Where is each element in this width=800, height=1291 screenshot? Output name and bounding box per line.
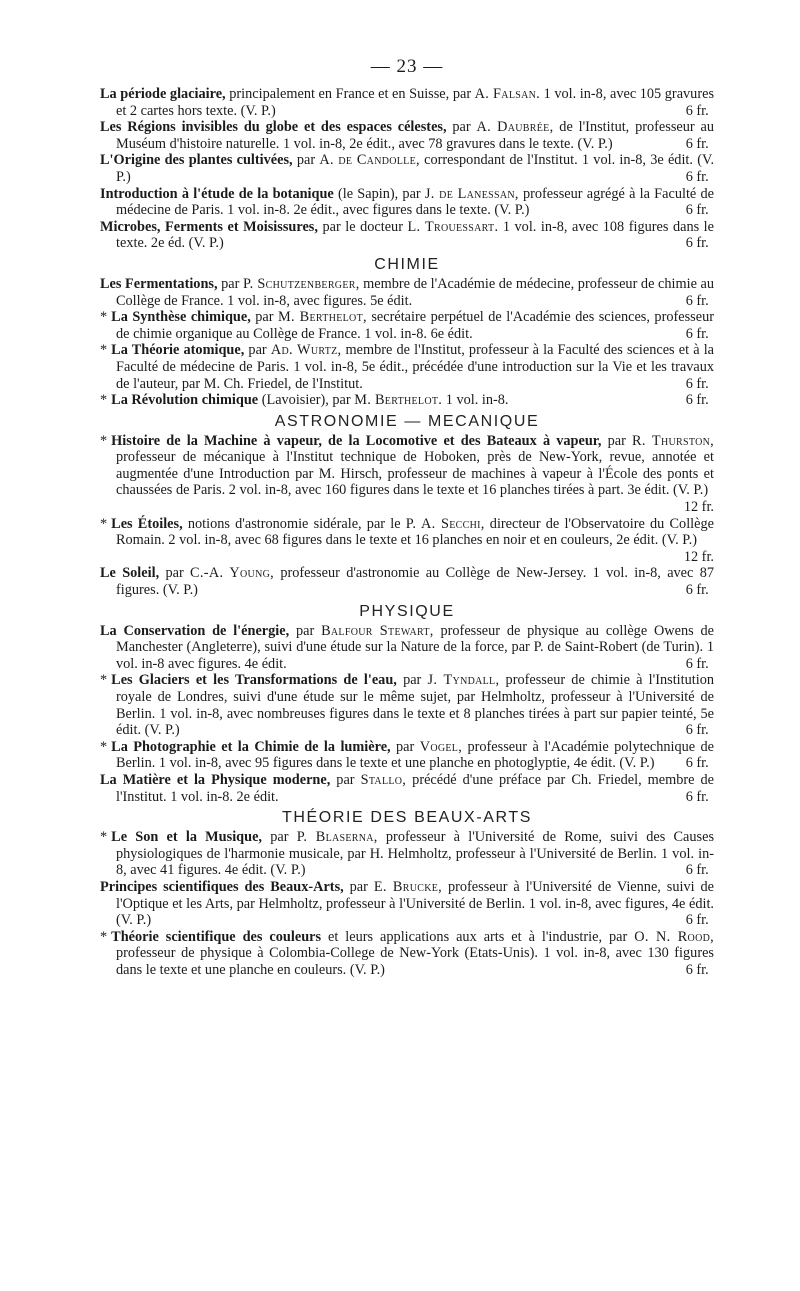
- entry-text: par: [390, 738, 420, 755]
- book-price: 6 fr.: [685, 722, 709, 739]
- catalog-entry: [100, 392, 714, 409]
- entry-text: par: [396, 672, 428, 689]
- entry-text: par: [262, 829, 297, 846]
- asterisk-marker: *: [100, 738, 108, 755]
- catalog-entry: [100, 623, 714, 673]
- asterisk-marker: *: [100, 672, 108, 689]
- catalog-sections: [100, 86, 714, 979]
- entry-text: (le Sapin), par: [333, 185, 425, 202]
- entry-description: secrétaire perpétuel de l'Académie des sciences, professeur de chimie organique au Collège de France. 1 vol. in-8. 6e édit.: [116, 309, 714, 342]
- book-price: 6 fr.: [685, 755, 709, 772]
- catalog-entry: [100, 565, 714, 598]
- entry-description: 1 vol. in-8.: [442, 392, 509, 409]
- book-title: Introduction à l'étude de la botanique: [100, 185, 334, 202]
- book-title: La Photographie et la Chimie de la lumière,: [111, 738, 391, 755]
- book-author: M. Berthelot.: [354, 392, 443, 409]
- entry-description: professeur de chimie à l'Institution royale de Londres, suivi d'une étude sur le même sujet, par Helmholtz, professeur à l'Université de Berlin. 1 vol. in-8, avec nombreuses figures dans le texte et 8 planches tirées à part sur papier teinté, 5e édit. (V. P.): [116, 672, 715, 739]
- entry-description: correspondant de l'Institut. 1 vol. in-8, 3e édit. (V. P.): [116, 152, 715, 185]
- book-price: 6 fr.: [685, 961, 709, 978]
- book-price: 6 fr.: [685, 788, 709, 805]
- book-price: 6 fr.: [685, 202, 709, 219]
- book-title: Les Étoiles,: [111, 515, 183, 532]
- entry-text: par: [244, 342, 271, 359]
- entry-description: professeur d'astronomie au Collège de New-Jersey. 1 vol. in-8, avec 87 figures. (V. P.): [116, 565, 714, 599]
- asterisk-marker: *: [100, 342, 108, 359]
- page-number: — 23 —: [370, 56, 444, 77]
- entry-description: professeur de physique au collège Owens de Manchester (Angleterre), suivi d'une étude sur la Nature de la force, par P. de Saint-Robert (de Turin). 1 vol. in-8 avec figures. 4e édit.: [116, 622, 714, 672]
- book-author: P. Schutzenberger,: [243, 275, 360, 292]
- book-author: Ad. Wurtz,: [270, 342, 342, 359]
- book-title: Histoire de la Machine à vapeur, de la Locomotive et des Bateaux à vapeur,: [111, 432, 602, 449]
- book-author: P. A. Secchi,: [405, 515, 485, 532]
- entry-description: professeur à l'Académie polytechnique de Berlin. 1 vol. in-8, avec 95 figures dans le texte et une planche en photoglyptie, 4e édit. (V. P.): [116, 738, 715, 772]
- book-title: Le Soleil,: [100, 565, 160, 582]
- entry-description: professeur de mécanique à l'Institut technique de Hoboken, près de New-York, revue, annotée et augmentée d'une Introduction par M. Hirsch, professeur de machines à vapeur à l'École des ponts et chaussées de Paris. 2 vol. in-8, avec 160 figures dans le texte et 16 planches tirées à part. 3e édit. (V. P.): [116, 449, 714, 499]
- asterisk-marker: *: [100, 928, 108, 945]
- catalog-entry: [100, 152, 714, 185]
- entry-description: 1 vol. in-8, avec 108 figures dans le texte. 2e éd. (V. P.): [116, 218, 714, 252]
- entry-text: par: [289, 622, 322, 639]
- asterisk-marker: *: [100, 392, 108, 409]
- catalog-entry: [100, 929, 714, 979]
- entry-text: par: [601, 432, 633, 449]
- book-title: La Synthèse chimique,: [111, 309, 251, 326]
- catalog-entry: [100, 829, 714, 879]
- entry-description: précédé d'une préface par Ch. Friedel, membre de l'Institut. 1 vol. in-8. 2e édit.: [116, 771, 715, 805]
- entry-text: par le docteur: [317, 218, 408, 235]
- book-price: 6 fr.: [685, 912, 709, 929]
- book-price: 6 fr.: [685, 375, 709, 392]
- catalog-entry: [100, 86, 714, 119]
- catalog-entry: [100, 672, 714, 738]
- book-price: 6 fr.: [685, 235, 709, 252]
- catalog-entry: [100, 433, 714, 516]
- entry-description: professeur à l'Université de Rome, suivi des Causes physiologiques de l'harmonie musicale, par H. Helmholtz, professeur à l'Université de Berlin. 1 vol. in-8, avec 41 figures. 4e édit. (V. P.): [116, 829, 715, 879]
- book-price: 12 fr.: [683, 548, 714, 565]
- book-price: 6 fr.: [685, 582, 709, 599]
- book-price: 6 fr.: [685, 135, 709, 152]
- book-author: J. Tyndall,: [427, 672, 500, 689]
- book-title: La Révolution chimique: [111, 392, 259, 409]
- book-price: 6 fr.: [685, 325, 709, 342]
- book-author: A. de Candolle,: [319, 152, 420, 169]
- book-author: C.-A. Young,: [190, 565, 274, 582]
- book-title: L'Origine des plantes cultivées,: [100, 152, 293, 169]
- entry-description: membre de l'Académie de médecine, professeur de chimie au Collège de France. 1 vol. in-8, avec figures. 5e édit.: [116, 275, 715, 309]
- asterisk-marker: *: [100, 515, 108, 532]
- entry-description: 1 vol. in-8, avec 105 gravures et 2 cartes hors texte. (V. P.): [116, 86, 715, 119]
- entry-description: membre de l'Institut, professeur à la Faculté des sciences et à la Faculté de médecine de Paris. 1 vol. in-8, 5e édit., précédée d'une introduction sur la Vie et les travaux de l'auteur, par M. Ch. Friedel, de l'Institut.: [116, 342, 715, 392]
- book-title: Les Glaciers et les Transformations de l'eau,: [111, 672, 397, 689]
- catalog-entry: [100, 342, 714, 392]
- book-title: La période glaciaire,: [100, 86, 226, 102]
- asterisk-marker: *: [100, 829, 108, 846]
- entry-text: principalement en France et en Suisse, par: [225, 86, 475, 102]
- book-title: Les Régions invisibles du globe et des espaces célestes,: [100, 119, 447, 136]
- entry-text: et leurs applications aux arts et à l'industrie, par: [321, 928, 635, 945]
- section-title: ASTRONOMIE — MECANIQUE: [274, 412, 540, 430]
- book-title: La Théorie atomique,: [111, 342, 245, 359]
- book-title: Principes scientifiques des Beaux-Arts,: [100, 878, 344, 895]
- catalog-entry: [100, 119, 714, 152]
- book-title: La Matière et la Physique moderne,: [100, 771, 331, 788]
- entry-text: par: [159, 565, 191, 582]
- catalog-entry: [100, 516, 714, 566]
- catalog-entry: [100, 879, 714, 929]
- book-author: P. Blaserna,: [296, 829, 378, 846]
- book-author: E. Brucke,: [373, 878, 443, 895]
- entry-description: professeur de physique à Colombia-College de New-York (Etats-Unis). 1 vol. in-8, avec 130 figures dans le texte et une planche en couleurs. (V. P.): [116, 945, 714, 978]
- book-price: 6 fr.: [685, 392, 709, 409]
- asterisk-marker: *: [100, 309, 108, 326]
- book-price: 6 fr.: [685, 655, 709, 672]
- catalog-entry: [100, 309, 714, 342]
- entry-description: professeur à l'Université de Vienne, suivi de l'Optique et les Arts, par Helmholtz, professeur à l'Université de Berlin. 1 vol. in-8, avec figures, 4e édit. (V. P.): [116, 878, 714, 929]
- book-author: A. Falsan.: [474, 86, 541, 102]
- entry-text: par: [446, 119, 477, 136]
- book-title: Théorie scientifique des couleurs: [111, 928, 322, 945]
- book-price: 12 fr.: [683, 499, 714, 516]
- book-title: Le Son et la Musique,: [111, 829, 262, 846]
- entry-description: professeur agrégé à la Faculté de médecine de Paris. 1 vol. in-8. 2e édit., avec figures dans le texte. (V. P.): [116, 185, 714, 219]
- catalog-entry: [100, 219, 714, 252]
- entry-text: par: [292, 152, 320, 169]
- entry-text: par: [217, 275, 243, 292]
- book-price: 6 fr.: [685, 168, 709, 185]
- book-price: 6 fr.: [685, 292, 709, 309]
- book-author: M. Berthelot,: [278, 309, 367, 326]
- entry-text: par: [250, 309, 279, 326]
- catalog-entry: [100, 772, 714, 805]
- entry-description: de l'Institut, professeur au Muséum d'histoire naturelle. 1 vol. in-8, 2e édit., avec 78 gravures dans le texte. (V. P.): [116, 119, 714, 152]
- book-title: La Conservation de l'énergie,: [100, 622, 290, 639]
- book-author: Balfour Stewart,: [321, 622, 434, 639]
- catalog-entry: [100, 276, 714, 309]
- book-title: Les Fermentations,: [100, 275, 218, 292]
- entry-text: notions d'astronomie sidérale, par le: [182, 515, 406, 532]
- section-title: CHIMIE: [374, 255, 440, 273]
- section-title: THÉORIE DES BEAUX-ARTS: [281, 809, 533, 827]
- book-author: Stallo,: [360, 771, 407, 788]
- catalog-entry: [100, 186, 714, 219]
- book-author: O. N. Rood,: [634, 928, 714, 945]
- book-author: R. Thurston,: [632, 432, 714, 449]
- book-title: Microbes, Ferments et Moisissures,: [100, 218, 318, 235]
- book-author: Vogel,: [419, 738, 463, 755]
- book-price: 6 fr.: [685, 862, 709, 879]
- book-price: 6 fr.: [685, 102, 709, 119]
- book-author: J. de Lanessan,: [424, 185, 519, 202]
- book-author: A. Daubrée,: [476, 119, 554, 136]
- entry-text: (Lavoisier), par: [258, 392, 355, 409]
- book-author: L. Trouessart.: [407, 218, 499, 235]
- entry-description: directeur de l'Observatoire du Collège Romain. 2 vol. in-8, avec 68 figures dans le texte et 16 planches en noir et en couleurs, 2e édit. (V. P.): [116, 515, 714, 549]
- section-title: PHYSIQUE: [359, 602, 455, 620]
- entry-text: par: [343, 878, 374, 895]
- catalog-entry: [100, 739, 714, 772]
- entry-text: par: [330, 771, 361, 788]
- asterisk-marker: *: [100, 432, 108, 449]
